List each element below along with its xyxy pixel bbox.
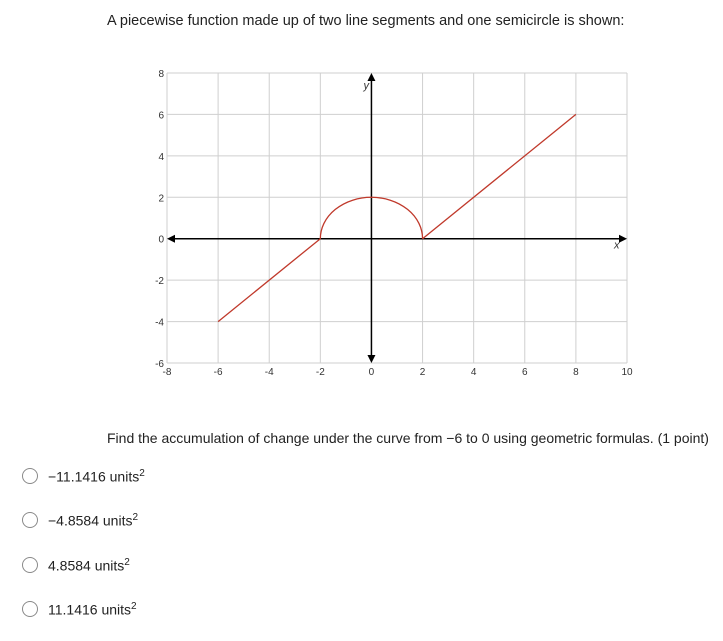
- choice-1[interactable]: [22, 468, 145, 485]
- x-tick-label: 4: [470, 367, 477, 378]
- choice-label: 11.1416 units$^2$: [48, 601, 137, 618]
- x-tick-label: 2: [419, 367, 426, 378]
- x-axis-label: x: [614, 239, 620, 252]
- y-tick-label: -6: [155, 359, 164, 370]
- prompt-text: A piecewise function made up of two line segments and one semicircle is shown:: [107, 13, 625, 29]
- choice-label: −4.8584 units$^2$: [48, 512, 139, 529]
- x-tick-label: 10: [621, 367, 633, 378]
- grid-lines: [167, 73, 627, 363]
- x-tick-label: 8: [573, 367, 579, 378]
- x-tick-label: -6: [213, 367, 223, 378]
- axes: [167, 73, 627, 363]
- x-tick-label: -4: [264, 367, 274, 378]
- y-axis-label: y: [363, 80, 369, 92]
- choice-2[interactable]: [22, 512, 138, 529]
- y-tick-label: 4: [158, 151, 164, 163]
- choice-label: −11.1416 units$^2$: [48, 468, 145, 485]
- tick-labels: [155, 69, 633, 378]
- x-axis-arrow-left: [167, 235, 175, 243]
- choice-label: 4.8584 units$^2$: [48, 557, 130, 574]
- line-segment-3: [423, 114, 576, 238]
- radio-button[interactable]: [22, 557, 38, 573]
- y-tick-label: -4: [155, 317, 164, 329]
- x-tick-label: 0: [368, 367, 375, 378]
- function-curves: [218, 114, 576, 321]
- y-axis-arrow-down: [367, 355, 375, 363]
- x-axis-arrow-right: [619, 235, 627, 243]
- y-tick-label: 6: [158, 110, 164, 122]
- question-text: Find the accumulation of change under the curve from −6 to 0 using geometric formulas. (1 point): [107, 430, 709, 446]
- radio-button[interactable]: [22, 601, 38, 617]
- y-tick-label: 0: [158, 234, 164, 246]
- y-tick-label: 2: [158, 193, 164, 205]
- y-tick-label: -2: [155, 276, 164, 288]
- x-tick-label: 6: [521, 367, 528, 378]
- radio-button[interactable]: [22, 512, 38, 528]
- x-tick-label: -8: [162, 367, 172, 378]
- radio-button[interactable]: [22, 468, 38, 484]
- y-tick-label: 8: [158, 69, 164, 80]
- choice-4[interactable]: [22, 601, 137, 618]
- choice-3[interactable]: [22, 557, 130, 574]
- x-tick-label: -2: [315, 367, 325, 378]
